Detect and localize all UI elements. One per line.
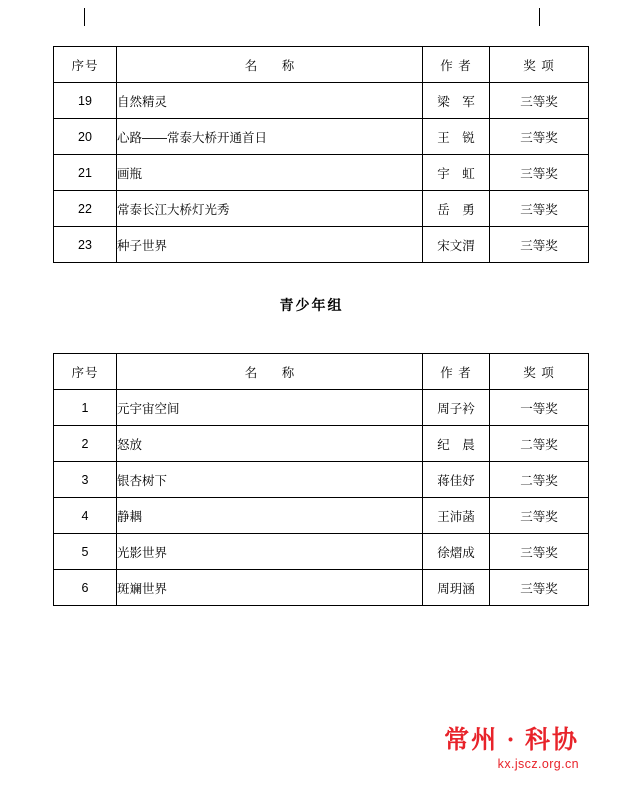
cell-award: 三等奖	[490, 534, 589, 570]
award-table-youth	[53, 353, 589, 606]
cell-index: 2	[54, 426, 117, 462]
cell-author: 王 锐	[423, 119, 490, 155]
table-row	[54, 534, 589, 570]
section-heading: 青少年组	[279, 299, 344, 314]
page-margin-mark-left	[84, 8, 85, 26]
cell-author: 周玥涵	[423, 570, 490, 606]
cell-index: 3	[54, 462, 117, 498]
table-row	[54, 426, 589, 462]
cell-name: 常泰长江大桥灯光秀	[117, 191, 423, 227]
cell-index: 22	[54, 191, 117, 227]
cell-name: 种子世界	[117, 227, 423, 263]
column-header-name: 名 称	[117, 47, 423, 83]
column-header-index: 序号	[54, 354, 117, 390]
cell-index: 19	[54, 83, 117, 119]
table-head	[54, 354, 589, 390]
table-row	[54, 390, 589, 426]
cell-name: 斑斓世界	[117, 570, 423, 606]
cell-award: 三等奖	[490, 570, 589, 606]
table-row	[54, 191, 589, 227]
cell-award: 二等奖	[490, 462, 589, 498]
cell-name: 银杏树下	[117, 462, 423, 498]
cell-name: 画瓶	[117, 155, 423, 191]
cell-name: 心路――常泰大桥开通首日	[117, 119, 423, 155]
cell-award: 三等奖	[490, 155, 589, 191]
brand-url: kx.jscz.org.cn	[497, 757, 579, 771]
cell-name: 自然精灵	[117, 83, 423, 119]
cell-name: 怒放	[117, 426, 423, 462]
cell-award: 三等奖	[490, 119, 589, 155]
cell-author: 宋文渭	[423, 227, 490, 263]
cell-index: 5	[54, 534, 117, 570]
brand-name: 常州 · 科协	[444, 726, 579, 754]
table-row	[54, 498, 589, 534]
column-header-author: 作 者	[423, 47, 490, 83]
footer-branding	[444, 727, 579, 772]
table-row	[54, 462, 589, 498]
cell-name: 静耦	[117, 498, 423, 534]
cell-award: 三等奖	[490, 498, 589, 534]
cell-author: 蒋佳妤	[423, 462, 490, 498]
cell-index: 1	[54, 390, 117, 426]
table-row	[54, 119, 589, 155]
column-header-author: 作 者	[423, 354, 490, 390]
cell-index: 4	[54, 498, 117, 534]
column-header-name: 名 称	[117, 354, 423, 390]
table-row	[54, 227, 589, 263]
youth-table-container	[53, 353, 589, 606]
table-row	[54, 83, 589, 119]
cell-award: 二等奖	[490, 426, 589, 462]
table-body	[54, 390, 589, 606]
table-row	[54, 570, 589, 606]
page-margin-mark-right	[539, 8, 540, 26]
cell-index: 6	[54, 570, 117, 606]
table-header-row	[54, 47, 589, 83]
cell-index: 20	[54, 119, 117, 155]
cell-author: 纪 晨	[423, 426, 490, 462]
cell-name: 元宇宙空间	[117, 390, 423, 426]
cell-award: 三等奖	[490, 191, 589, 227]
table-body	[54, 83, 589, 263]
cell-index: 21	[54, 155, 117, 191]
top-table-container	[53, 46, 589, 263]
table-row	[54, 155, 589, 191]
column-header-award: 奖 项	[490, 47, 589, 83]
cell-index: 23	[54, 227, 117, 263]
cell-award: 三等奖	[490, 83, 589, 119]
column-header-award: 奖 项	[490, 354, 589, 390]
cell-award: 三等奖	[490, 227, 589, 263]
table-head	[54, 47, 589, 83]
cell-author: 梁 军	[423, 83, 490, 119]
cell-author: 周子衿	[423, 390, 490, 426]
cell-author: 徐熠成	[423, 534, 490, 570]
cell-author: 岳 勇	[423, 191, 490, 227]
table-header-row	[54, 354, 589, 390]
cell-award: 一等奖	[490, 390, 589, 426]
column-header-index: 序号	[54, 47, 117, 83]
cell-author: 宇 虹	[423, 155, 490, 191]
cell-author: 王沛菡	[423, 498, 490, 534]
cell-name: 光影世界	[117, 534, 423, 570]
award-table-top	[53, 46, 589, 263]
